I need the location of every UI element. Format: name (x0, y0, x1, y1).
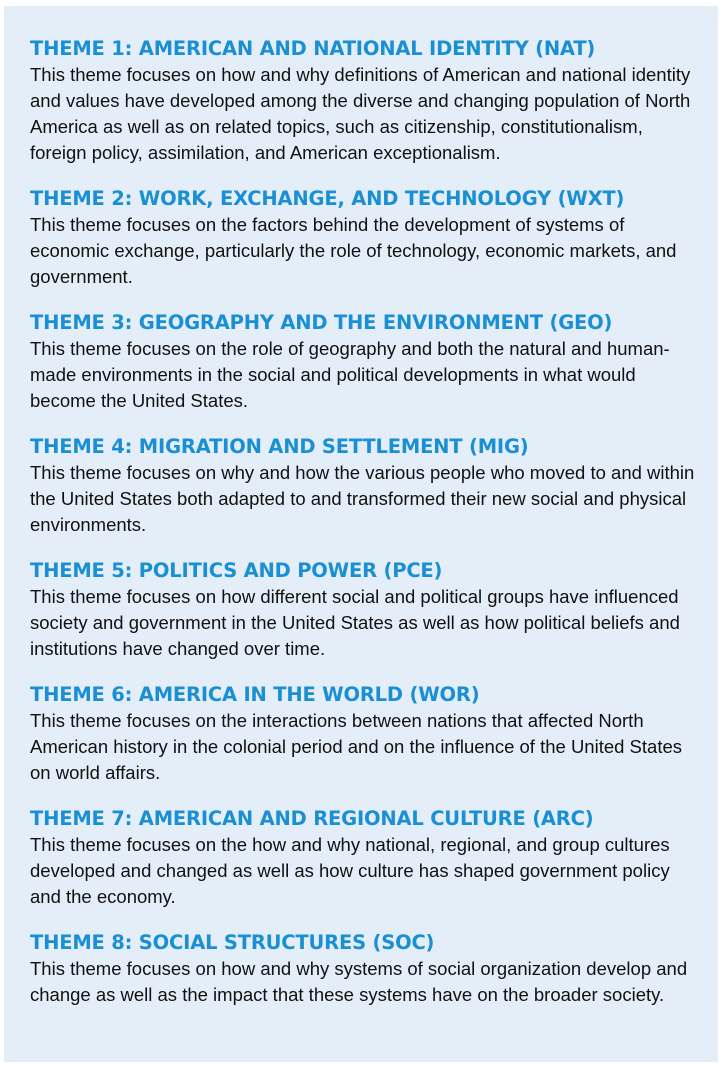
theme-2 (30, 186, 696, 290)
theme-title: THEME 3: GEOGRAPHY AND THE ENVIRONMENT (GEO) (30, 311, 613, 334)
theme-title: THEME 8: SOCIAL STRUCTURES (SOC) (30, 931, 435, 954)
theme-5 (30, 558, 696, 662)
theme-description: This theme focuses on why and how the various people who moved to and within the United States both adapted to and transformed their new social and physical environments. (30, 462, 695, 535)
theme-title: THEME 6: AMERICA IN THE WORLD (WOR) (30, 683, 480, 706)
themes-panel (4, 6, 718, 1062)
theme-description: This theme focuses on how different social and political groups have influenced society and government in the United States as well as how political beliefs and institutions have changed over time. (30, 586, 680, 659)
theme-3 (30, 310, 696, 414)
theme-title: THEME 1: AMERICAN AND NATIONAL IDENTITY (NAT) (30, 37, 596, 60)
theme-title: THEME 2: WORK, EXCHANGE, AND TECHNOLOGY (WXT) (30, 187, 625, 210)
theme-description: This theme focuses on how and why definitions of American and national identity and values have developed among the diverse and changing population of North America as well as on related topics, such as citizenship, constitutionalism, foreign policy, assimilation, and American exceptionalism. (30, 64, 691, 163)
theme-1 (30, 36, 696, 166)
theme-4 (30, 434, 696, 538)
theme-7 (30, 806, 696, 910)
theme-description: This theme focuses on the how and why national, regional, and group cultures developed and changed as well as how culture has shaped government policy and the economy. (30, 834, 670, 907)
theme-8 (30, 930, 696, 1008)
theme-description: This theme focuses on the factors behind the development of systems of economic exchange, particularly the role of technology, economic markets, and government. (30, 214, 677, 287)
theme-description: This theme focuses on the interactions between nations that affected North American history in the colonial period and on the influence of the United States on world affairs. (30, 710, 683, 783)
theme-description: This theme focuses on how and why systems of social organization develop and change as well as the impact that these systems have on the broader society. (30, 958, 688, 1005)
theme-title: THEME 4: MIGRATION AND SETTLEMENT (MIG) (30, 435, 529, 458)
theme-title: THEME 5: POLITICS AND POWER (PCE) (30, 559, 443, 582)
theme-description: This theme focuses on the role of geography and both the natural and human-made environments in the social and political developments in what would become the United States. (30, 338, 670, 411)
theme-title: THEME 7: AMERICAN AND REGIONAL CULTURE (ARC) (30, 807, 594, 830)
theme-6 (30, 682, 696, 786)
